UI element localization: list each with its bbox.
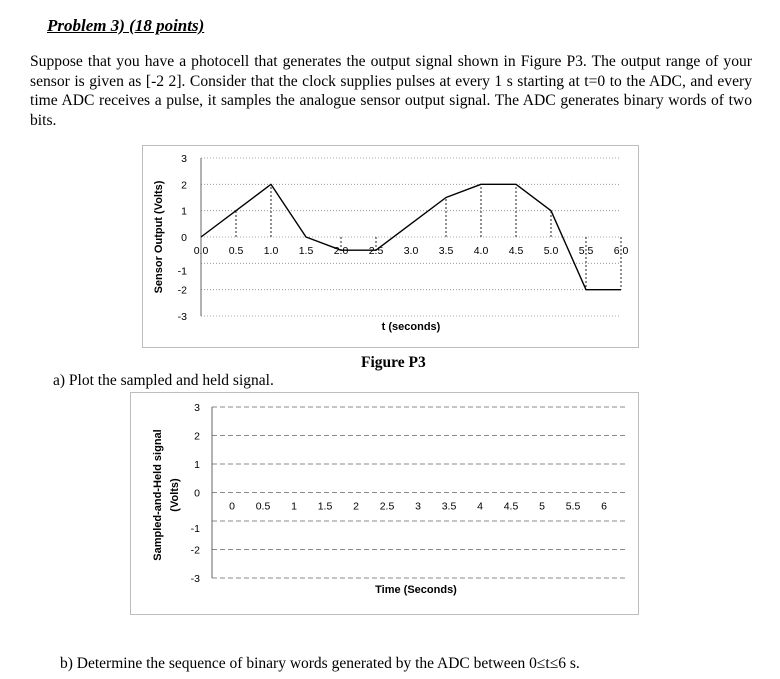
chart2-y-tick-label: -1 [190,523,200,535]
chart1-x-tick-label: 4.5 [508,245,524,257]
chart2-y-tick-label: -2 [190,544,200,557]
chart2-x-tick-label: 3.5 [441,500,457,513]
problem-title: Problem 3) (18 points) [47,16,205,35]
chart1-y-tick-label: -3 [177,311,187,323]
chart1-x-axis-title: t (seconds) [381,321,441,333]
chart1-x-tick-label: 0.5 [228,245,244,257]
chart2-x-tick-label: 3 [415,500,421,513]
chart2-x-tick-label: 1 [291,500,297,513]
chart2-y-axis-title-line1: Sampled-and-Held signal [152,429,164,561]
chart2-y-tick-label: 2 [194,430,200,443]
question-b: b) Determine the sequence of binary words generated by the ADC between 0≤t≤6 s. [60,655,580,672]
chart1-x-tick-label: 2.0 [333,245,349,257]
chart1-x-tick-label: 4.0 [473,245,489,257]
problem-statement: Suppose that you have a photocell that generates the output signal shown in Figure P3. The output range of your sensor is given as [-2 2]. Consider that the clock supplies pulses at every 1 s starting at t=0 to the ADC, and every time ADC receives a pulse, it samples the analogue sensor output signal. The ADC generates binary words of two bits. [30,53,752,129]
chart2-x-tick-label: 1.5 [317,500,333,513]
chart1-y-tick-label: 1 [181,205,187,218]
figure-caption: Figure P3 [361,354,426,371]
chart2-y-axis-title-line2: (Volts) [169,478,181,512]
chart1-y-tick-label: 0 [181,232,187,244]
chart2-x-tick-label: 5 [539,500,545,513]
chart1-x-tick-label: 6.0 [613,245,629,257]
chart2-y-tick-label: 0 [194,487,200,500]
chart1-x-tick-label: 0.0 [193,245,209,257]
chart2-y-tick-label: 1 [194,459,200,471]
chart2-x-tick-label: 2 [353,500,359,513]
chart2-x-tick-label: 0.5 [255,500,271,513]
chart2-x-tick-label: 6 [601,500,607,513]
chart1-x-tick-label: 1.5 [298,245,314,257]
chart1-y-tick-label: -2 [177,284,187,297]
chart2-x-tick-label: 4 [477,500,483,513]
chart1-y-tick-label: 2 [181,179,187,192]
question-a: a) Plot the sampled and held signal. [53,372,274,389]
chart1-y-tick-label: -1 [177,265,187,278]
chart2-y-tick-label: -3 [190,573,200,585]
chart1-x-tick-label: 3.0 [403,245,419,257]
chart1-x-tick-label: 5.0 [543,245,559,257]
chart2-x-tick-label: 0 [229,500,235,513]
chart1-y-tick-label: 3 [181,153,187,165]
chart1-y-axis-title: Sensor Output (Volts) [153,180,165,294]
chart2-x-tick-label: 5.5 [565,500,581,513]
chart1-x-tick-label: 5.5 [578,245,594,257]
chart2-x-axis-title: Time (Seconds) [375,584,457,596]
chart2-x-tick-label: 4.5 [503,500,519,513]
chart1-x-tick-label: 1.0 [263,245,279,257]
chart2-x-tick-label: 2.5 [379,500,395,513]
chart1-x-tick-label: 3.5 [438,245,454,257]
chart1-x-tick-label: 2.5 [368,245,384,257]
chart2-y-tick-label: 3 [194,402,200,414]
